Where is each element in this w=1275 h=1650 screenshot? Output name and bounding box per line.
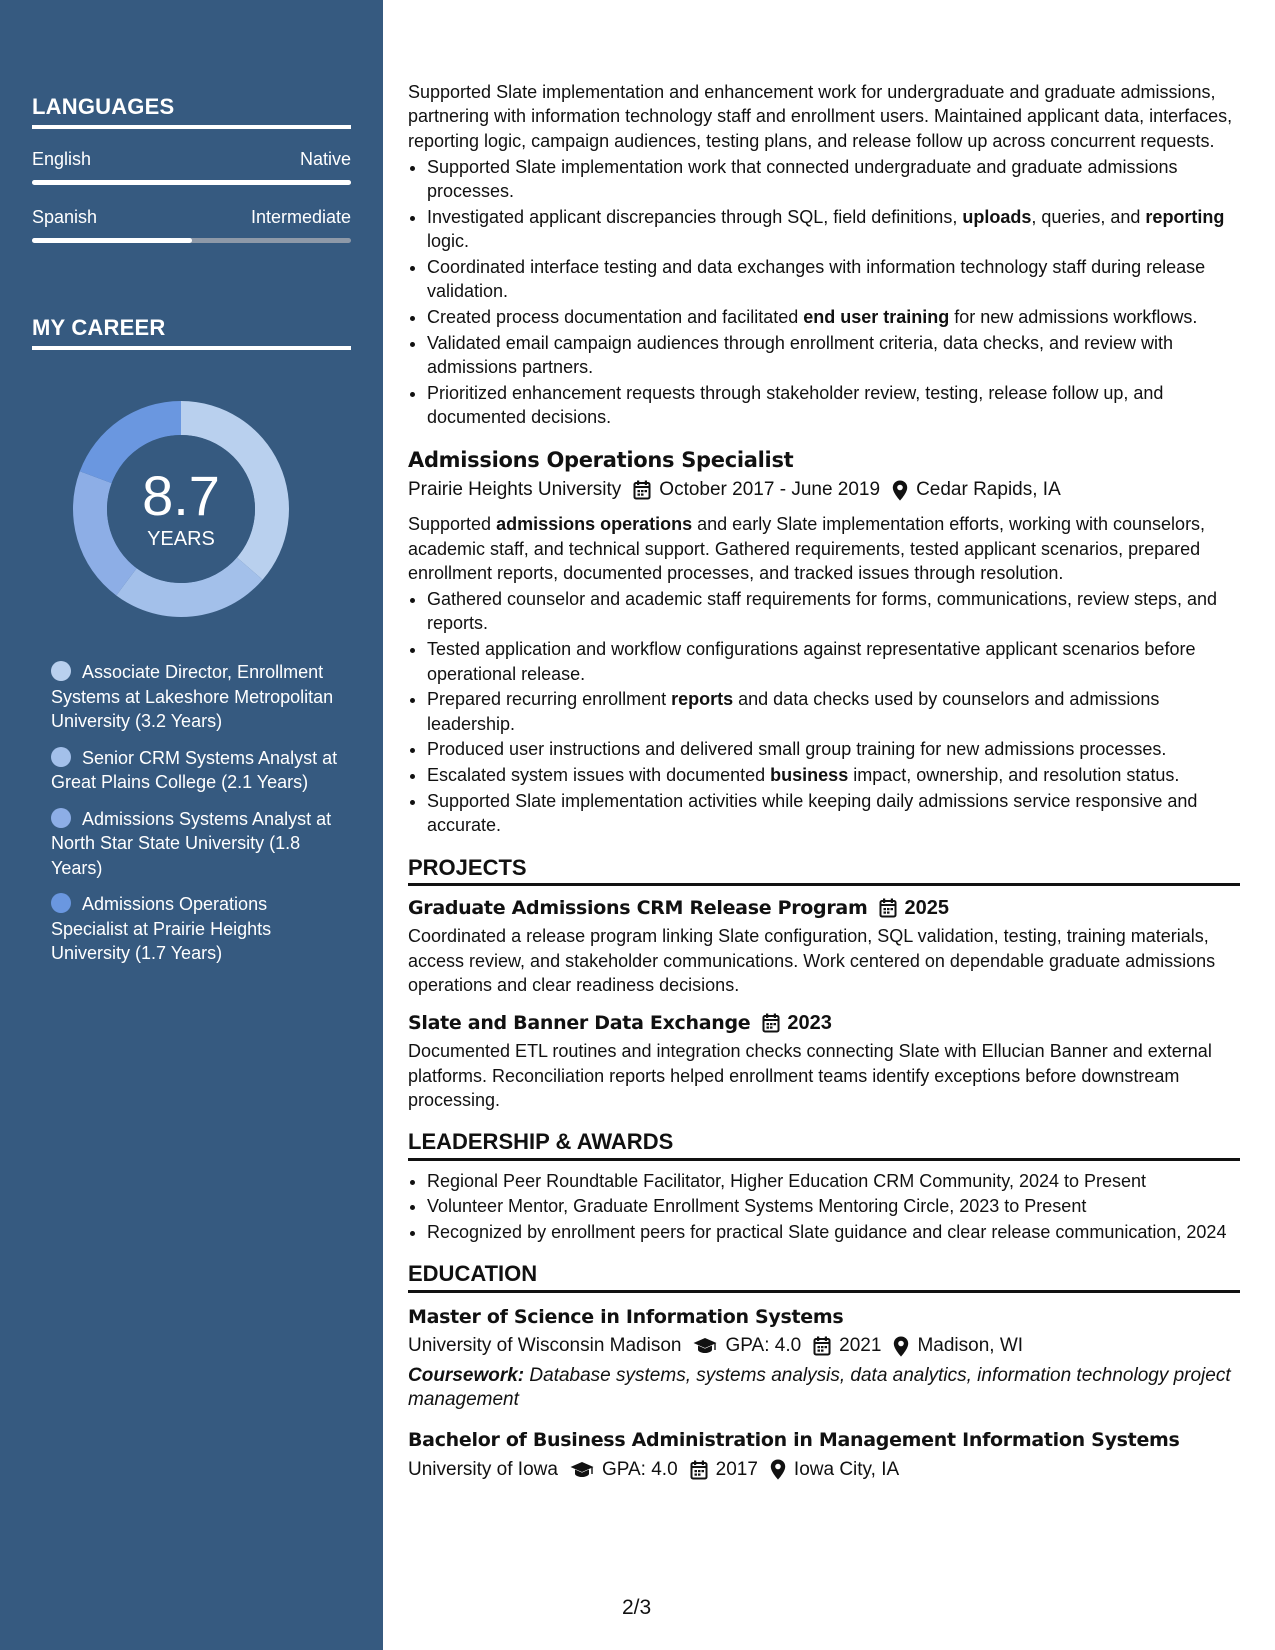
coursework [408, 1364, 1240, 1412]
job-dates: October 2017 - June 2019 [659, 478, 881, 500]
language-level: Native [299, 149, 351, 169]
gpa: GPA: 4.0 [725, 1335, 802, 1357]
map-pin-icon [893, 1336, 909, 1357]
bullet-text: Produced user instructions and delivered small group training for new admissions processes. [427, 739, 1167, 760]
list-item [427, 637, 1240, 686]
map-pin-icon [892, 480, 908, 501]
bullet-text: Tested application and workflow configurations against representative applicant scenarios before operational release. [427, 639, 1196, 684]
education-meta [408, 1458, 1240, 1482]
project-description: Documented ETL routines and integration checks connecting Slate with Ellucian Banner and external platforms. Reconciliation reports helped enrollment teams identify exceptions before downstream processing. [408, 1041, 1212, 1110]
bullet-text: Supported Slate implementation work that connected undergraduate and graduate admissions processes. [427, 156, 1178, 202]
list-item [427, 205, 1240, 254]
bullet-text: Validated email campaign audiences through enrollment criteria, data checks, and review with admissions partners. [427, 332, 1174, 378]
list-item [427, 763, 1240, 787]
bullet-bold: uploads [962, 206, 1032, 227]
job-org: Prairie Heights University [408, 478, 622, 500]
legend-dot [51, 747, 71, 767]
career-legend-text: Associate Director, Enrollment Systems at Lakeshore Metropolitan University (3.2 Years) [51, 662, 334, 731]
list-item [427, 687, 1240, 736]
project-year: 2025 [904, 896, 949, 919]
school-name: University of Wisconsin Madison [408, 1335, 682, 1357]
project-name: Graduate Admissions CRM Release Program [408, 896, 868, 919]
calendar-icon [690, 1460, 708, 1480]
list-item [427, 737, 1240, 761]
bullet-bold: business [770, 765, 849, 786]
calendar-icon [633, 480, 651, 500]
list-item [427, 331, 1240, 380]
degree-title: Master of Science in Information Systems [408, 1305, 844, 1328]
career-legend-item [51, 660, 341, 734]
bullet-bold: reports [671, 689, 734, 710]
page-number: 2/3 [622, 1596, 652, 1619]
project-title [408, 1011, 1240, 1035]
coursework-text: Database systems, systems analysis, data analytics, information technology project management [408, 1365, 1231, 1411]
career-legend-item [51, 892, 341, 966]
main-content [408, 80, 1240, 1482]
calendar-icon [762, 1013, 780, 1033]
list-item [427, 587, 1240, 636]
bullet-text: impact, ownership, and resolution status. [848, 765, 1180, 786]
graduation-cap-icon [693, 1337, 717, 1355]
list-item [427, 155, 1240, 204]
bullet-text: Prioritized enhancement requests through stakeholder review, testing, release follow up, and documented decisions. [427, 383, 1164, 428]
education-heading: EDUCATION [408, 1262, 1240, 1292]
bullet-text: and data checks used by counselors and admissions leadership. [427, 689, 1160, 734]
language-level: Intermediate [250, 207, 351, 227]
job-meta [408, 478, 1240, 502]
summary-text: Supported [408, 514, 497, 535]
calendar-icon [879, 898, 897, 918]
bullet-text: Supported Slate implementation activities while keeping daily admissions service responsive and accurate. [427, 791, 1198, 836]
career-total-years: 8.7 [142, 463, 220, 527]
legend-dot [51, 808, 71, 828]
summary-bold: admissions operations [496, 514, 693, 535]
project-name: Slate and Banner Data Exchange [408, 1012, 751, 1035]
intro-bullets [408, 155, 1240, 430]
languages-heading: LANGUAGES [32, 94, 351, 129]
language-name: Spanish [32, 207, 98, 227]
career-legend-text: Admissions Systems Analyst at North Star State University (1.8 Years) [51, 808, 332, 878]
language-bar-fill [32, 238, 192, 243]
project-title [408, 896, 1240, 920]
job-bullets [408, 587, 1240, 837]
career-legend [32, 660, 341, 966]
summary-text: and early Slate implementation efforts, working with counselors, academic staff, and technical support. Gathered requirements, tested applicant scenarios, prepared enrollment reports, documented processes, and tracked issues through resolution. [408, 514, 1206, 583]
map-pin-icon [770, 1459, 786, 1480]
bullet-text: Created process documentation and facilitated [427, 307, 804, 328]
education-meta [408, 1334, 1240, 1358]
job-summary [408, 512, 1240, 585]
legend-dot [51, 893, 71, 913]
coursework-label: Coursework: [408, 1365, 525, 1387]
job-location: Cedar Rapids, IA [916, 478, 1061, 500]
career-years-label: YEARS [147, 527, 215, 550]
language-bar-fill [32, 180, 351, 185]
career-legend-item [51, 807, 341, 881]
bullet-text: logic. [427, 231, 470, 252]
project-description: Coordinated a release program linking Slate configuration, SQL validation, testing, training materials, access review, and stakeholder communications. Work centered on dependable graduate admissions operations and clear readiness decisions. [408, 926, 1216, 995]
career-heading: MY CAREER [32, 315, 351, 350]
list-item [427, 255, 1240, 304]
bullet-text: Coordinated interface testing and data exchanges with information technology staff during release validation. [427, 257, 1206, 302]
bullet-text: Investigated applicant discrepancies through SQL, field definitions, [427, 206, 963, 227]
language-name: English [32, 149, 92, 169]
career-legend-item [51, 746, 341, 795]
job-title: Admissions Operations Specialist [408, 447, 794, 472]
bullet-text: Gathered counselor and academic staff requirements for forms, communications, review steps, and reports. [427, 589, 1218, 634]
graduation-year: 2021 [839, 1335, 882, 1357]
career-donut-chart [66, 394, 296, 624]
project-year: 2023 [787, 1012, 832, 1035]
legend-dot [51, 661, 71, 681]
career-legend-text: Admissions Operations Specialist at Prairie Heights University (1.7 Years) [51, 894, 272, 963]
list-item: • Recognized by enrollment peers for practical Slate guidance and clear release communication, 2024 [427, 1220, 1240, 1244]
list-item [427, 305, 1240, 329]
bullet-bold: reporting [1145, 206, 1225, 227]
sidebar [0, 0, 383, 1650]
intro-summary: Supported Slate implementation and enhancement work for undergraduate and graduate admissions, partnering with information technology staff and enrollment users. Maintained applicant data, interfaces, reporting logic, campaign audiences, testing plans, and release follow up across concurrent requests. [408, 82, 1233, 151]
calendar-icon [813, 1336, 831, 1356]
list-item: • Volunteer Mentor, Graduate Enrollment Systems Mentoring Circle, 2023 to Present [427, 1194, 1240, 1218]
bullet-bold: end user training [803, 307, 950, 328]
graduation-year: 2017 [715, 1458, 758, 1480]
donut-center [66, 394, 296, 624]
school-location: Iowa City, IA [793, 1458, 900, 1480]
language-row-spanish [32, 207, 351, 228]
leadership-heading: LEADERSHIP & AWARDS [408, 1130, 1240, 1160]
bullet-text: Prepared recurring enrollment [427, 689, 672, 710]
school-location: Madison, WI [917, 1335, 1024, 1357]
list-item: • Regional Peer Roundtable Facilitator, Higher Education CRM Community, 2024 to Present [427, 1169, 1240, 1193]
projects-heading: PROJECTS [408, 856, 1240, 886]
bullet-text: , queries, and [1031, 206, 1146, 227]
leadership-list [408, 1169, 1240, 1245]
list-item [427, 789, 1240, 838]
career-legend-text: Senior CRM Systems Analyst at Great Plains College (2.1 Years) [51, 747, 338, 792]
graduation-cap-icon [570, 1461, 594, 1479]
language-row-english [32, 149, 351, 170]
gpa: GPA: 4.0 [601, 1458, 678, 1480]
bullet-text: for new admissions workflows. [949, 307, 1198, 328]
language-bar-english [32, 180, 351, 185]
list-item [427, 381, 1240, 430]
bullet-text: Escalated system issues with documented [427, 765, 771, 786]
language-bar-spanish [32, 238, 351, 243]
degree-title: Bachelor of Business Administration in Management Information Systems [408, 1429, 1180, 1452]
school-name: University of Iowa [408, 1458, 558, 1480]
